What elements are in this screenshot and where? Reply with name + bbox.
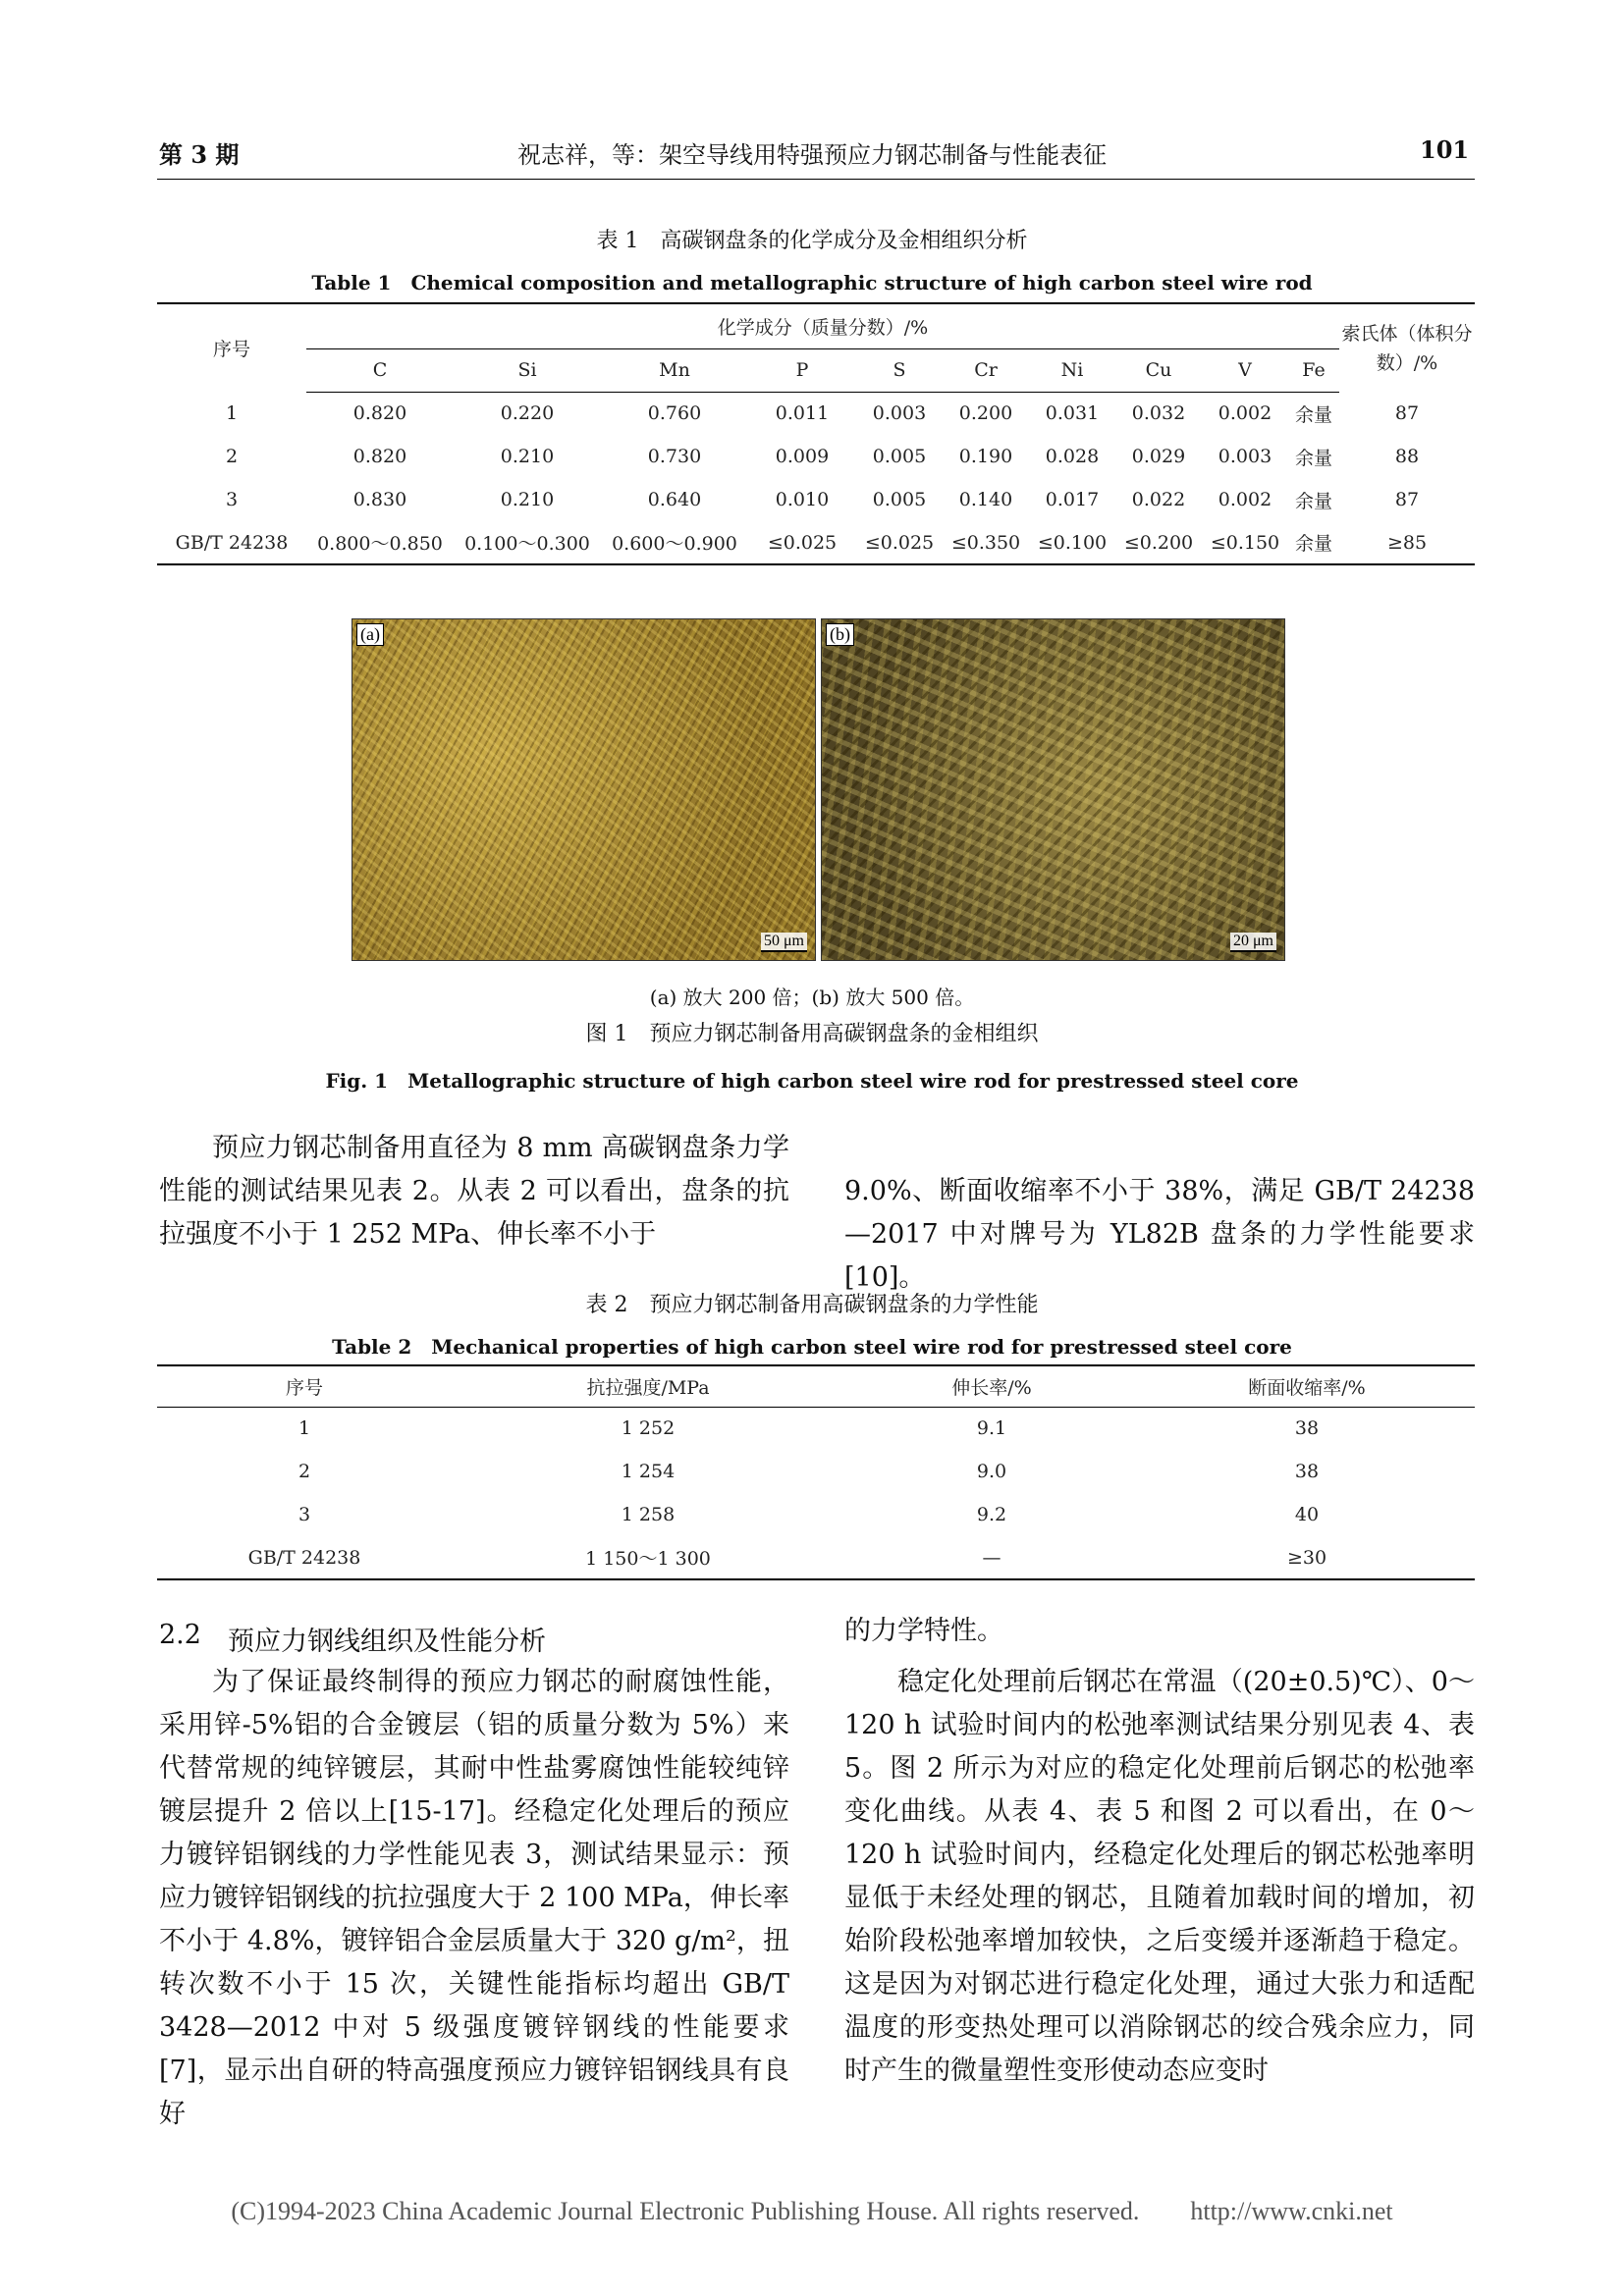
table1-row-cell: ≤0.150 xyxy=(1202,521,1288,564)
table1-header-element: S xyxy=(856,348,943,392)
table1-row-cell: ≤0.100 xyxy=(1029,521,1115,564)
scale-bar-b: 20 μm xyxy=(1230,933,1276,952)
table1-row-cell: 87 xyxy=(1394,489,1420,510)
table2-caption-en: Table 2 Mechanical properties of high carbon steel wire rod for prestressed steel core xyxy=(332,1335,1292,1359)
paragraph-alloy-coating: 为了保证最终制得的预应力钢芯的耐腐蚀性能，采用锌-5%铝的合金镀层（铝的质量分数为 5%）来代替常规的纯锌镀层，其耐中性盐雾腐蚀性能较纯锌镀层提升 2 倍以上[15-17]。经稳定化处理后的预应力镀锌铝钢线的力学性能见表 3，测试结果显示：预应力镀锌铝钢线的抗拉强度大于 2 100 MPa，伸长率不小于 4.8%，镀锌铝合金层质量大于 320 g/m²，扭转次数不小于 15 次，关键性能指标均超出 GB/T 3428—2012 中对 5 级强度镀锌钢线的性能要求[7]，显示出自研的特高强度预应力镀锌铝钢线具有良好 xyxy=(159,1667,789,2129)
paragraph-relaxation: 稳定化处理前后钢芯在常温（(20±0.5)℃）、0～120 h 试验时间内的松弛率测试结果分别见表 4、表 5。图 2 所示为对应的稳定化处理前后钢芯的松弛率变化曲线。从表 4、表 5 和图 2 可以看出，在 0～120 h 试验时间内，经稳定化处理后的钢芯松弛率明显低于未经处理的钢芯，且随着加载时间的增加，初始阶段松弛率增加较快，之后变缓并逐渐趋于稳定。这是因为对钢芯进行稳定化处理，通过大张力和适配温度的形变热处理可以消除钢芯的绞合残余应力，同时产生的微量塑性变形使动态应变时 xyxy=(844,1667,1475,2086)
table1-row-cell: 余量 xyxy=(1288,521,1339,564)
table1-row-cell: 0.640 xyxy=(647,489,702,510)
table1-row-cell: 0.010 xyxy=(775,489,830,510)
table1-header-element: V xyxy=(1202,348,1288,392)
table1-row-cell: 0.017 xyxy=(1045,489,1100,510)
table2-header: 伸长率/% xyxy=(844,1365,1139,1407)
table1-row-cell: GB/T 24238 xyxy=(157,521,306,564)
panel-label-a: (a) xyxy=(356,623,384,646)
table2-row-cell: GB/T 24238 xyxy=(157,1536,452,1579)
table2-row-cell: 9.2 xyxy=(976,1504,1007,1525)
table1-row-cell: 0.002 xyxy=(1218,489,1272,510)
header-rule xyxy=(157,179,1475,180)
table1-row-cell: 0.009 xyxy=(775,446,830,467)
paragraph-continuation: 的力学特性。 xyxy=(844,1616,1003,1646)
table1-row-cell: 0.140 xyxy=(958,489,1013,510)
issue-number: 第 3 期 xyxy=(159,140,240,169)
table2-row xyxy=(157,1450,1475,1493)
table1-row-cell: ≥85 xyxy=(1339,521,1475,564)
table2-row-cell: 1 254 xyxy=(621,1461,676,1482)
table2-row xyxy=(157,1536,1475,1579)
table1-header-element: Mn xyxy=(601,348,748,392)
table2-row-cell: ≥30 xyxy=(1139,1536,1475,1579)
table1-row-cell: 0.032 xyxy=(1131,402,1186,425)
table1-row-cell: 0.820 xyxy=(352,402,407,425)
table2-row-cell: 1 252 xyxy=(621,1417,676,1440)
paragraph-rod-properties-left: 预应力钢芯制备用直径为 8 mm 高碳钢盘条力学性能的测试结果见表 2。从表 2 可以看出，盘条的抗拉强度不小于 1 252 MPa、伸长率不小于 xyxy=(159,1133,789,1250)
table1-header-sorbite: 索氏体（体积分数）/% xyxy=(1339,303,1475,392)
table1-row-cell: 0.760 xyxy=(647,402,702,425)
table2-caption-cn: 表 2 预应力钢芯制备用高碳钢盘条的力学性能 xyxy=(585,1293,1039,1317)
table1-row-cell: 0.005 xyxy=(872,489,927,510)
table2-row-cell: 9.0 xyxy=(976,1461,1007,1482)
table1-row-cell: 87 xyxy=(1394,402,1420,424)
table1-row-cell: 0.100～0.300 xyxy=(454,521,601,564)
table1 xyxy=(157,302,1475,565)
table1-row-cell: 0.730 xyxy=(647,446,702,467)
table1-row-cell: 余量 xyxy=(1294,447,1332,469)
table1-header-element: Fe xyxy=(1288,348,1339,392)
table1-row-cell: ≤0.350 xyxy=(943,521,1029,564)
table1-row-cell: 0.028 xyxy=(1045,446,1100,467)
table2-row-cell: 38 xyxy=(1294,1417,1320,1440)
paragraph-rod-properties-right: 9.0%、断面收缩率不小于 38%，满足 GB/T 24238—2017 中对牌号为 YL82B 盘条的力学性能要求[10]。 xyxy=(844,1176,1475,1293)
table2 xyxy=(157,1364,1475,1580)
table1-header-composition: 化学成分（质量分数）/% xyxy=(306,303,1339,348)
table1-row-cell: 0.830 xyxy=(352,489,407,510)
table1-row-cell: 0.003 xyxy=(1218,446,1272,467)
table1-header-no: 序号 xyxy=(157,303,306,392)
panel-label-b: (b) xyxy=(826,623,854,646)
table2-row-cell: 1 xyxy=(298,1417,311,1440)
table1-header-element: Cr xyxy=(943,348,1029,392)
table2-row-cell: 1 150～1 300 xyxy=(452,1536,844,1579)
table1-element-row xyxy=(157,348,1475,392)
table1-row-cell: 0.210 xyxy=(500,446,555,467)
table1-row-cell: 0.031 xyxy=(1045,402,1100,425)
table1-caption-cn: 表 1 高碳钢盘条的化学成分及金相组织分析 xyxy=(596,229,1028,253)
section-number: 2.2 xyxy=(159,1620,201,1650)
running-title: 祝志祥，等：架空导线用特强预应力钢芯制备与性能表征 xyxy=(517,141,1107,169)
table1-row xyxy=(157,521,1475,564)
table2-row-cell: — xyxy=(844,1536,1139,1579)
figure1-caption-en: Fig. 1 Metallographic structure of high carbon steel wire rod for prestressed steel core xyxy=(325,1069,1299,1093)
table2-row xyxy=(157,1407,1475,1450)
table1-row-cell: 0.011 xyxy=(775,402,830,425)
table2-row-cell: 1 258 xyxy=(621,1504,676,1525)
table1-row-cell: 0.022 xyxy=(1131,489,1186,510)
table2-header: 断面收缩率/% xyxy=(1139,1365,1475,1407)
table2-header: 序号 xyxy=(157,1365,452,1407)
table1-row-cell: 余量 xyxy=(1294,490,1332,512)
table1-row-cell: ≤0.025 xyxy=(856,521,943,564)
table1-row-cell: 1 xyxy=(225,402,239,424)
table1-row-cell: 0.210 xyxy=(500,489,555,510)
table1-row-cell: 0.200 xyxy=(958,402,1013,425)
table1-header-element: Cu xyxy=(1115,348,1202,392)
table1-row-cell: ≤0.025 xyxy=(748,521,856,564)
scale-bar-a: 50 μm xyxy=(761,933,807,952)
table1-row-cell: 0.029 xyxy=(1131,446,1186,467)
table1-row-cell: 2 xyxy=(225,446,239,467)
table2-row-cell: 40 xyxy=(1294,1504,1320,1525)
table1-row-cell: 0.220 xyxy=(500,402,555,425)
table1-header-element: Si xyxy=(454,348,601,392)
table2-row xyxy=(157,1493,1475,1536)
table2-row-cell: 38 xyxy=(1294,1461,1320,1482)
figure1-subcaption: (a) 放大 200 倍；(b) 放大 500 倍。 xyxy=(649,986,975,1009)
table1-row-cell: 0.003 xyxy=(872,402,927,425)
table2-row-cell: 9.1 xyxy=(976,1417,1007,1440)
table1-row-cell: ≤0.200 xyxy=(1115,521,1202,564)
table1-row-cell: 0.005 xyxy=(872,446,927,467)
micrograph-a xyxy=(352,618,816,961)
table1-row-cell: 余量 xyxy=(1294,403,1332,426)
page-number: 101 xyxy=(1420,135,1470,164)
table1-row xyxy=(157,478,1475,521)
table2-row-cell: 2 xyxy=(298,1461,311,1482)
table2-header: 抗拉强度/MPa xyxy=(452,1365,844,1407)
table1-header-element: C xyxy=(306,348,454,392)
copyright-footer: (C)1994-2023 China Academic Journal Electronic Publishing House. All rights reserved. http://www.cnki.net xyxy=(231,2197,1393,2225)
figure1-caption-cn: 图 1 预应力钢芯制备用高碳钢盘条的金相组织 xyxy=(585,1022,1039,1046)
table1-row-cell: 0.800～0.850 xyxy=(306,521,454,564)
table1-row-cell: 0.190 xyxy=(958,446,1013,467)
table1-header-element: Ni xyxy=(1029,348,1115,392)
table1-row-cell: 0.820 xyxy=(352,446,407,467)
table1-row xyxy=(157,392,1475,435)
section-title: 预应力钢线组织及性能分析 xyxy=(228,1627,546,1657)
table1-row-cell: 0.002 xyxy=(1218,402,1272,425)
table1-row-cell: 88 xyxy=(1394,446,1420,467)
table1-row xyxy=(157,435,1475,478)
table2-row-cell: 3 xyxy=(298,1504,311,1525)
table1-row-cell: 0.600～0.900 xyxy=(601,521,748,564)
table1-header-element: P xyxy=(748,348,856,392)
table1-caption-en: Table 1 Chemical composition and metallographic structure of high carbon steel wire rod xyxy=(311,271,1313,294)
table1-row-cell: 3 xyxy=(225,489,239,510)
micrograph-b xyxy=(821,618,1285,961)
